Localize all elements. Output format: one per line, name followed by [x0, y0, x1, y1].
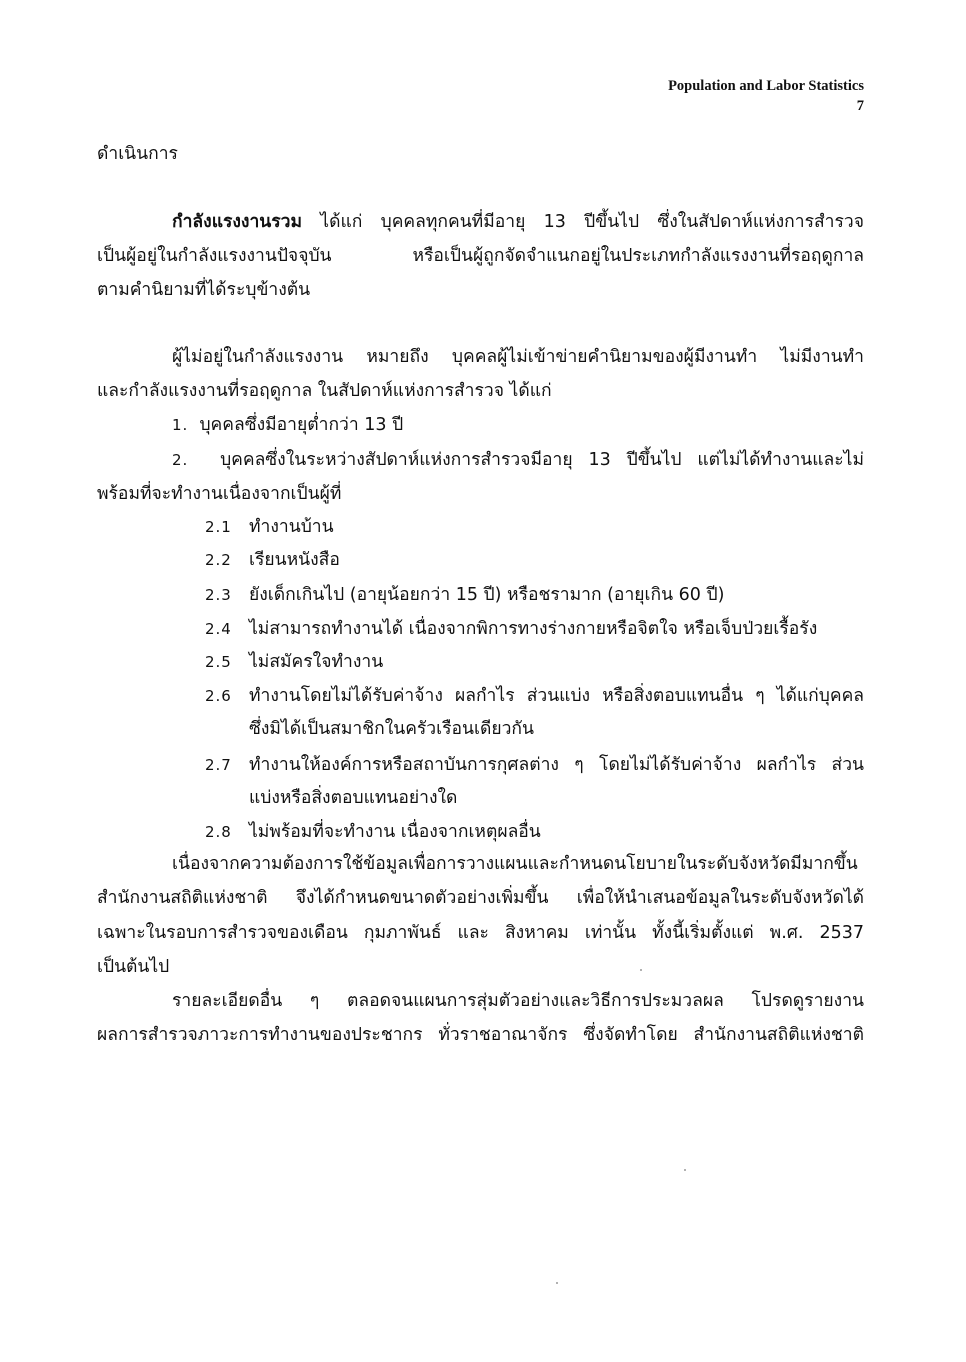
subitem-text: ยังเด็กเกินไป (อายุน้อยกว่า 15 ปี) หรือชรามาก (อายุเกิน 60 ปี) [249, 585, 725, 605]
subitem-2-1 [205, 516, 334, 538]
scan-speck [640, 969, 642, 971]
item-text: บุคคลซึ่งมีอายุต่ำกว่า 13 ปี [199, 415, 404, 435]
subitem-number: 2.3 [205, 586, 232, 604]
subitem-text: ทำงานบ้าน [249, 517, 334, 537]
para4-line2: ผลการสำรวจภาวะการทำงานของประชากร ทั่วราชอาณาจักร ซึ่งจัดทำโดย สำนักงานสถิติแห่งชาติ [97, 1025, 864, 1045]
item-number: 2. [172, 451, 189, 469]
subitem-2-4 [205, 618, 817, 640]
def2-line2: และกำลังแรงงานที่รอฤดูกาล ในสัปดาห์แห่งการสำรวจ ได้แก่ [97, 381, 552, 401]
header-title: Population and Labor Statistics [668, 78, 864, 94]
page-header [668, 76, 864, 116]
def1-line3: ตามคำนิยามที่ได้ระบุข้างต้น [97, 280, 311, 300]
subitem-text: ทำงานให้องค์การหรือสถาบันการกุศลต่าง ๆ โดยไม่ได้รับค่าจ้าง ผลกำไร ส่วน [249, 755, 864, 775]
subitem-2-8 [205, 821, 541, 843]
def1-line1 [172, 211, 864, 233]
subitem-number: 2.4 [205, 620, 232, 638]
subitem-number: 2.8 [205, 823, 232, 841]
list-item-2 [172, 449, 864, 471]
subitem-2-2 [205, 549, 340, 571]
para3-line2: สำนักงานสถิติแห่งชาติ จึงได้กำหนดขนาดตัวอย่างเพิ่มขึ้น เพื่อให้นำเสนอข้อมูลในระดับจังหวัดได้ [97, 888, 864, 908]
page-number: 7 [856, 98, 864, 114]
scan-speck [556, 1282, 558, 1284]
subitem-number: 2.2 [205, 551, 232, 569]
subitem-number: 2.6 [205, 687, 232, 705]
list-item-1 [172, 414, 403, 436]
subitem-2-5 [205, 651, 383, 673]
subitem-2-6-cont: ซึ่งมิได้เป็นสมาชิกในครัวเรือนเดียวกัน [249, 719, 534, 739]
para3-line4: เป็นต้นไป [97, 957, 170, 977]
subitem-text: ไม่สามารถทำงานได้ เนื่องจากพิการทางร่างกายหรือจิตใจ หรือเจ็บป่วยเรื้อรัง [249, 619, 818, 639]
list-item-2-cont: พร้อมที่จะทำงานเนื่องจากเป็นผู้ที่ [97, 484, 342, 504]
para3-line3: เฉพาะในรอบการสำรวจของเดือน กุมภาพันธ์ และ สิงหาคม เท่านั้น ทั้งนี้เริ่มตั้งแต่ พ.ศ. 2537 [97, 923, 864, 943]
subitem-text: ทำงานโดยไม่ได้รับค่าจ้าง ผลกำไร ส่วนแบ่ง หรือสิ่งตอบแทนอื่น ๆ ได้แก่บุคคล [249, 686, 864, 706]
def1-line2: เป็นผู้อยู่ในกำลังแรงงานปัจจุบัน หรือเป็นผู้ถูกจัดจำแนกอยู่ในประเภทกำลังแรงงานที่รอฤดูกาล [97, 246, 864, 266]
intro-word: ดำเนินการ [97, 144, 178, 164]
def1-line1-rest: ได้แก่ บุคคลทุกคนที่มีอายุ 13 ปีขึ้นไป ซึ่งในสัปดาห์แห่งการสำรวจ [302, 212, 864, 232]
subitem-number: 2.7 [205, 756, 232, 774]
subitem-text: ไม่พร้อมที่จะทำงาน เนื่องจากเหตุผลอื่น [249, 822, 541, 842]
subitem-2-3 [205, 584, 724, 606]
subitem-2-7 [205, 754, 864, 776]
subitem-number: 2.1 [205, 518, 232, 536]
item-text: บุคคลซึ่งในระหว่างสัปดาห์แห่งการสำรวจมีอายุ 13 ปีขึ้นไป แต่ไม่ได้ทำงานและไม่ [220, 450, 864, 470]
para4-line1: รายละเอียดอื่น ๆ ตลอดจนแผนการสุ่มตัวอย่างและวิธีการประมวลผล โปรดดูรายงาน [172, 991, 864, 1011]
subitem-number: 2.5 [205, 653, 232, 671]
subitem-2-7-cont: แบ่งหรือสิ่งตอบแทนอย่างใด [249, 788, 458, 808]
subitem-text: เรียนหนังสือ [249, 550, 340, 570]
subitem-text: ไม่สมัครใจทำงาน [249, 652, 384, 672]
subitem-2-6 [205, 685, 864, 707]
def2-line1: ผู้ไม่อยู่ในกำลังแรงงาน หมายถึง บุคคลผู้ไม่เข้าข่ายคำนิยามของผู้มีงานทำ ไม่มีงานทำ [172, 347, 864, 367]
def1-term: กำลังแรงงานรวม [172, 212, 303, 232]
scan-speck [684, 1169, 686, 1171]
item-number: 1. [172, 416, 189, 434]
para3-line1: เนื่องจากความต้องการใช้ข้อมูลเพื่อการวางแผนและกำหนดนโยบายในระดับจังหวัดมีมากขึ้น [172, 854, 858, 874]
